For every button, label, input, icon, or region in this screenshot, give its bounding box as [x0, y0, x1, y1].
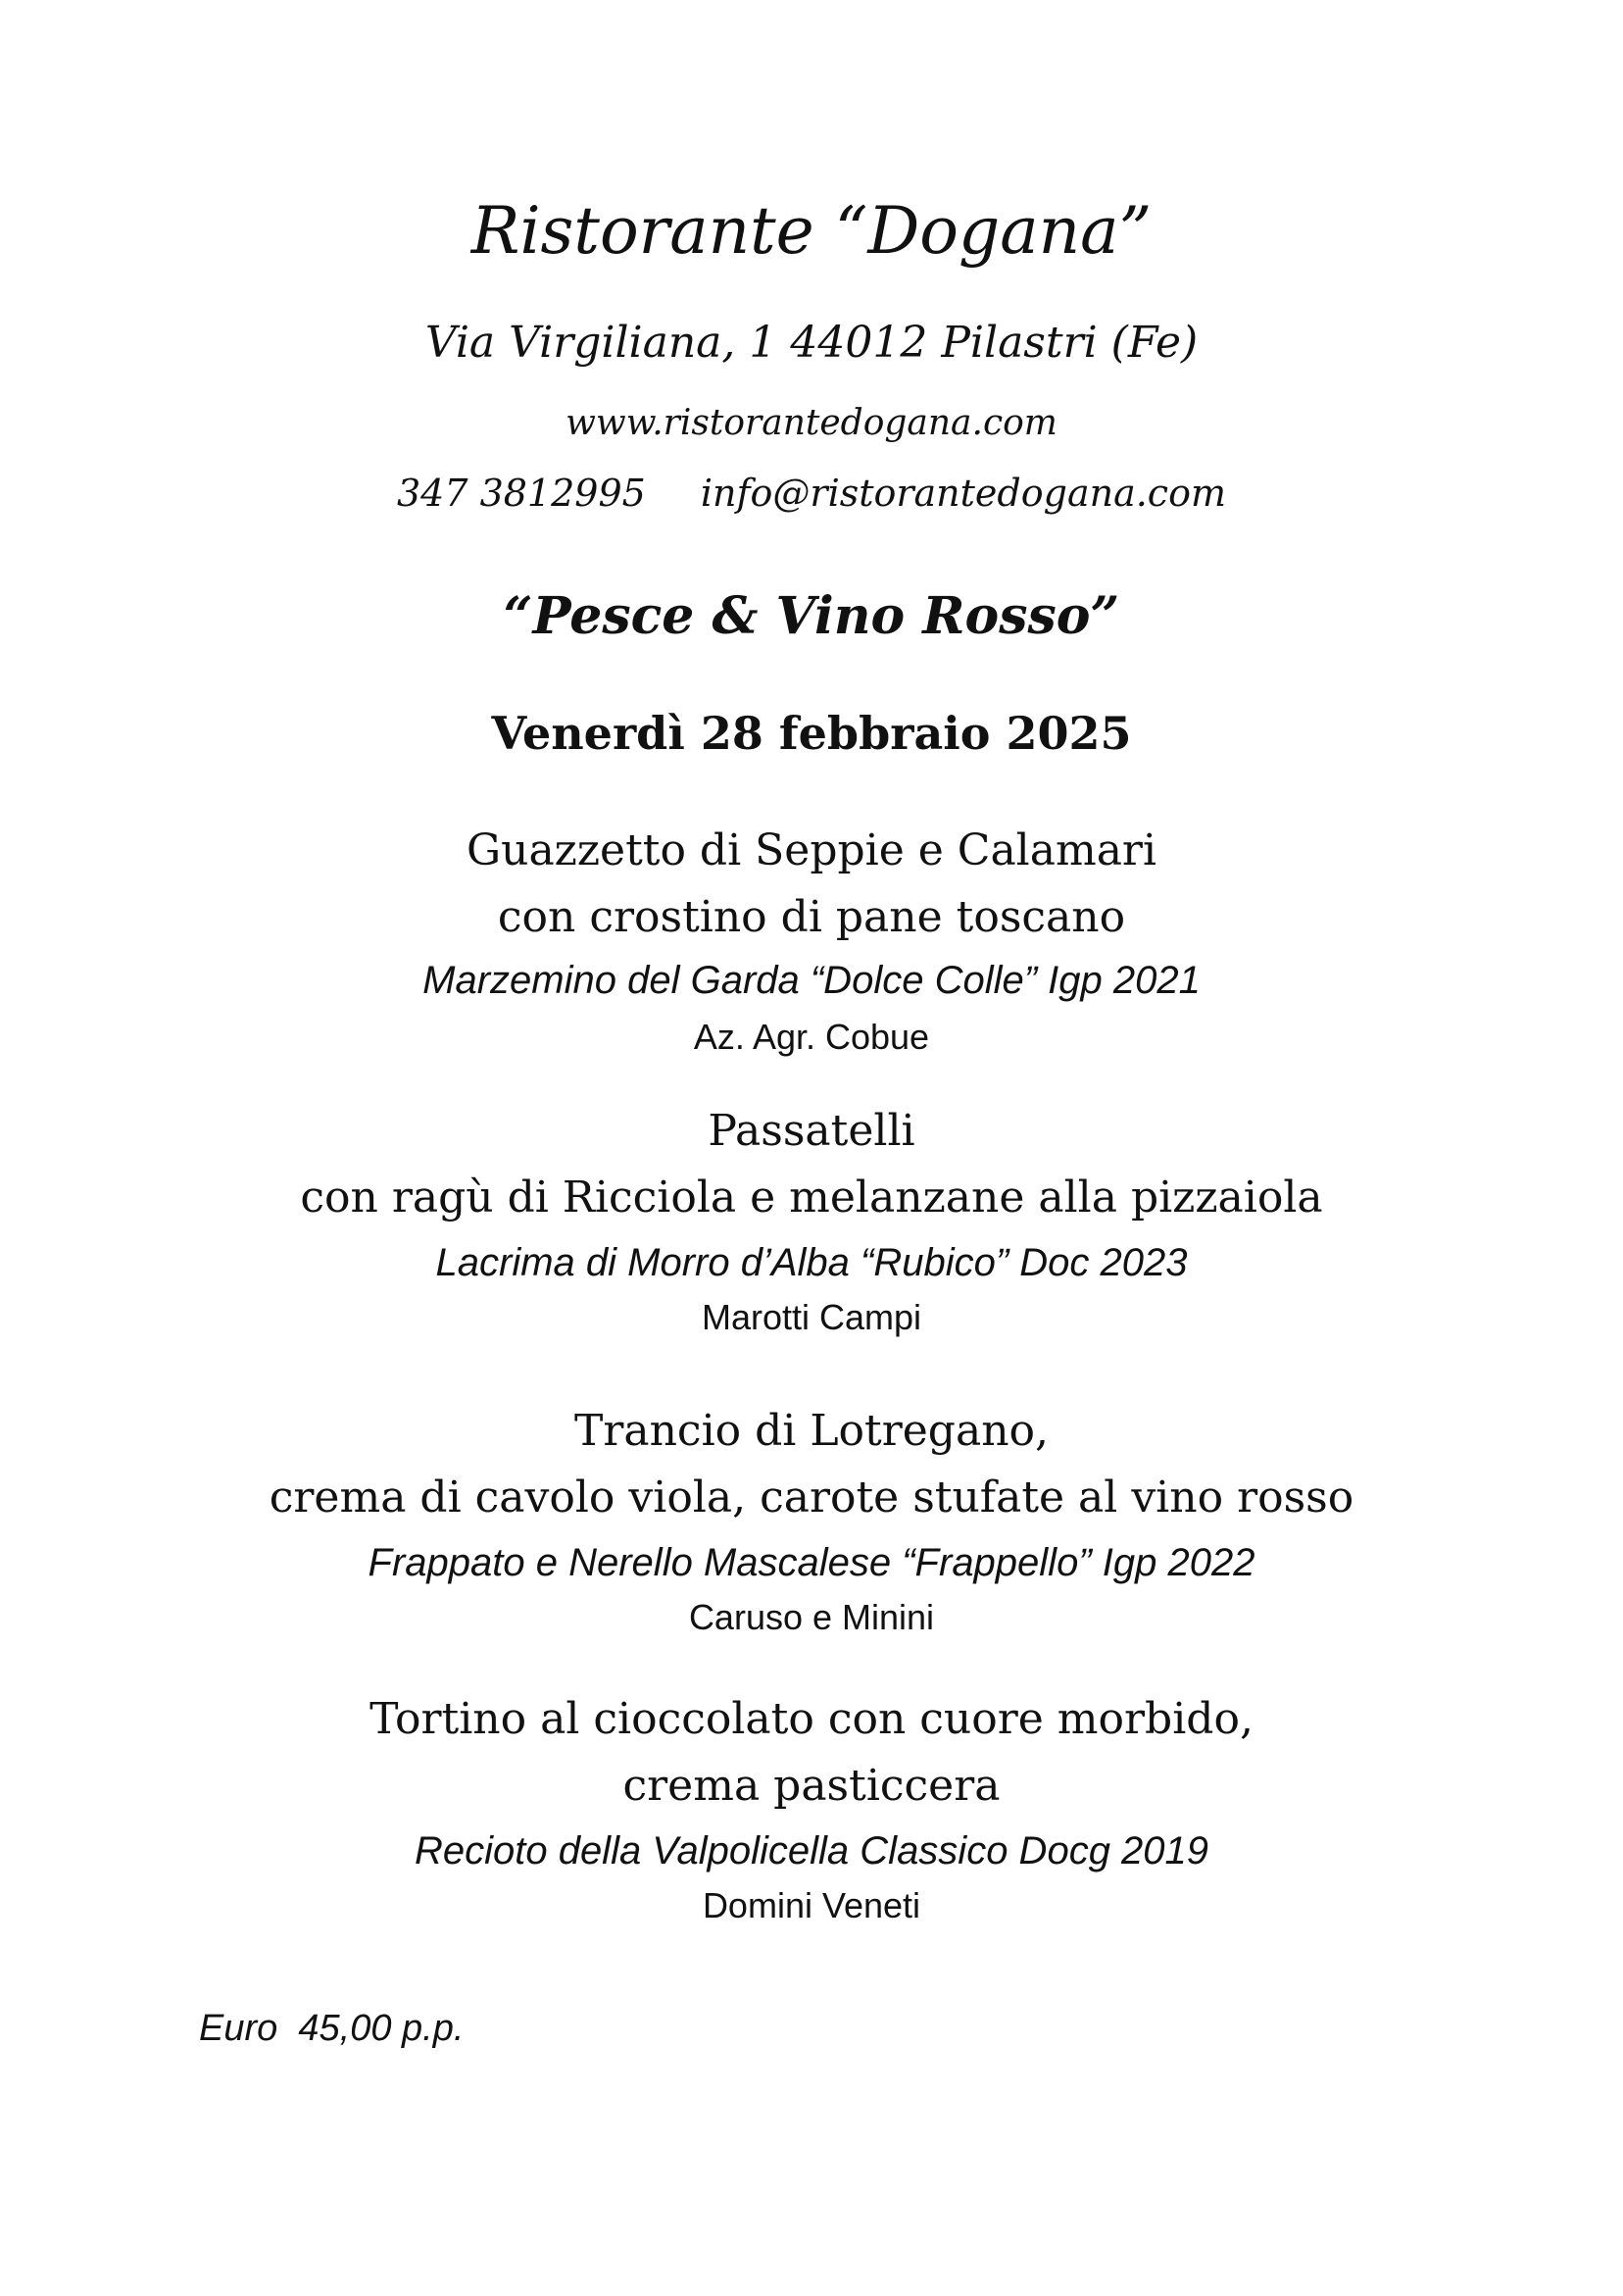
course-2-wine: Lacrima di Morro d’Alba “Rubico” Doc 2023	[435, 1241, 1188, 1284]
course-2-dish-line1: Passatelli	[708, 1106, 915, 1156]
price-per-person: Euro 45,00 p.p.	[199, 2008, 465, 2049]
course-4-dish-line1: Tortino al cioccolato con cuore morbido,	[369, 1694, 1254, 1744]
course-3-wine: Frappato e Nerello Mascalese “Frappello” Igp 2022	[368, 1541, 1255, 1584]
course-1-dish-line2: con crostino di pane toscano	[497, 892, 1126, 942]
course-2-producer: Marotti Campi	[701, 1297, 922, 1337]
course-4-producer: Domini Veneti	[702, 1885, 921, 1925]
course-4-wine: Recioto della Valpolicella Classico Docg 2019	[414, 1829, 1209, 1872]
course-1-wine: Marzemino del Garda “Dolce Colle” Igp 2021	[422, 959, 1201, 1002]
phone-number: 347 3812995	[396, 472, 646, 515]
course-4-dish-line2: crema pasticcera	[622, 1761, 1001, 1811]
event-theme: “Pesce & Vino Rosso”	[503, 586, 1120, 646]
restaurant-name: Ristorante “Dogana”	[470, 193, 1153, 269]
email-address: info@ristorantedogana.com	[700, 472, 1227, 515]
restaurant-address: Via Virgiliana, 1 44012 Pilastri (Fe)	[424, 318, 1199, 368]
course-2-dish-line2: con ragù di Ricciola e melanzane alla pizzaiola	[300, 1173, 1323, 1223]
event-date: Venerdì 28 febbraio 2025	[491, 707, 1132, 760]
course-3-dish-line2: crema di cavolo viola, carote stufate al vino rosso	[269, 1472, 1354, 1522]
contact-line	[0, 469, 1623, 518]
course-1-dish-line1: Guazzetto di Seppie e Calamari	[466, 825, 1157, 875]
course-3-producer: Caruso e Minini	[688, 1597, 935, 1637]
course-3-dish-line1: Trancio di Lotregano,	[573, 1406, 1050, 1456]
restaurant-website: www.ristorantedogana.com	[566, 403, 1057, 443]
course-1-producer: Az. Agr. Cobue	[693, 1017, 930, 1057]
